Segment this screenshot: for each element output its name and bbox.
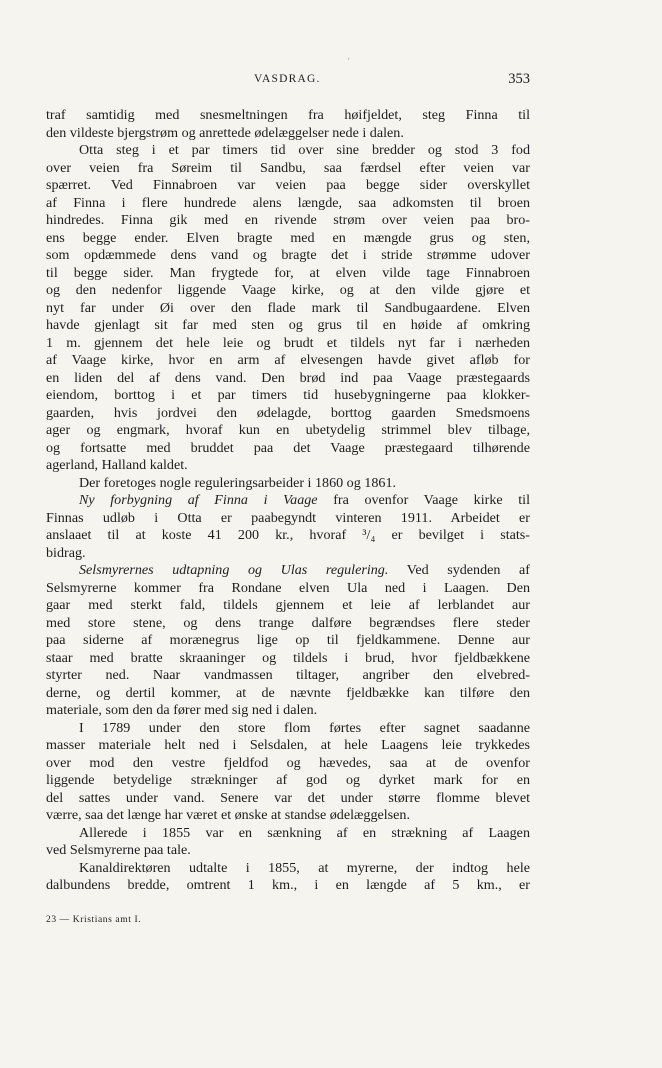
text-line: som opdæmmede dens vand og bragte det i stride strømme udover [46,247,530,263]
text-line: værre, saa det længe har været et ønske at standse ødelæggelsen. [46,807,410,823]
section-heading: Selsmyrernes udtapning og Ulas regulering. [79,562,389,578]
text-line: Allerede i 1855 var en sænkning af en strækning af Laagen [79,824,530,841]
running-head: VASDRAG. [254,73,321,85]
text-line: havde gjenlagt sit far med sten og grus til en høide af omkring [46,317,530,333]
text-line: paa siderne af morænegrus lige op til fjeldkammene. Denne aur [46,632,530,648]
text-fragment: fra ovenfor Vaage kirke til [333,492,530,508]
text-line: traf samtidig med snesmeltningen fra høifjeldet, steg Finna til [46,107,530,123]
text-line: ager og engmark, hvoraf kun en ubetydelig strimmel blev tilbage, [46,422,530,438]
text-line: med store stene, og dens trange dalføre begrændses flere steder [46,614,530,631]
text-line: bidrag. [46,544,86,561]
text-line: Otta steg i et par timers tid over sine bredder og stod 3 fod [79,142,530,158]
text-fragment: Ved sydenden af [406,562,530,578]
text-line: den vildeste bjergstrøm og anrettede ødelæggelser nede i dalen. [46,124,404,141]
text-line: Selsmyrerne kommer fra Rondane elven Ula ned i Laagen. Den [46,579,530,596]
text-line: I 1789 under den store flom førtes efter sagnet saadanne [79,719,530,736]
text-line: liggende betydelige strækninger af god og dyrket mark for en [46,772,530,788]
text-line: til begge sider. Man frygtede for, at elven vilde tage Finnabroen [46,264,530,281]
text-line: og fortsatte med bruddet paa det Vaage præstegaard tilhørende [46,439,530,456]
text-line: gaar med sterkt fald, tildels gjennem et leie af lerblandet aur [46,597,530,613]
page-number: 353 [508,71,530,87]
text-line: styrter ned. Naar vandmassen tiltager, angriber den elvebred- [46,667,530,683]
text-line: af Finna i flere hundrede alens længde, saa adkomsten til broen [46,194,530,211]
scan-mark: ʹ [348,56,350,66]
text-line: dalbundens bredde, omtrent 1 km., i en længde af 5 km., er [46,877,530,893]
text-line: hindredes. Finna gik med en rivende strøm over veien paa bro- [46,212,530,228]
text-line: anslaaet til at koste 41 200 kr., hvoraf ³/₄ er bevilget i stats- [46,527,530,543]
text-line: gaarden, hvis jordvei den ødelagde, borttog gaarden Smedsmoens [46,404,530,421]
text-line: over veien fra Søreim til Sandbu, saa færdsel efter veien var [46,159,530,176]
text-line [46,492,530,510]
text-line: ved Selsmyrerne paa tale. [46,842,191,858]
text-line: 1 m. gjennem det hele leie og brudt et tildels nyt far i nærheden [46,334,530,351]
section-heading: Ny forbygning af Finna i Vaage [79,492,318,508]
text-line: Kanaldirektøren udtalte i 1855, at myrerne, der indtog hele [79,859,530,876]
text-line [46,562,530,580]
text-line: nyt far under Øi over den flade mark til Sandbugaardene. Elven [46,299,530,316]
book-page [46,0,530,1068]
body-text [46,107,530,895]
text-line: over mod den vestre fjeldfod og hævedes, saa at de ovenfor [46,754,530,771]
page-header [46,73,530,91]
text-line: eiendom, borttog i et par timers tid husebygningerne paa klokker- [46,387,530,403]
text-line: staar med bratte skraaninger og tildels i brud, hvor fjeldbækkene [46,649,530,666]
text-line: del sattes under vand. Senere var det under større flomme blevet [46,789,530,806]
text-line: spærret. Ved Finnabroen var veien paa begge sider overskyllet [46,177,530,193]
text-line: af Vaage kirke, hvor en arm af elvesengen havde givet afløb for [46,352,530,368]
text-line: en liden del af dens vand. Den brød ind paa Vaage præstegaards [46,369,530,386]
text-line: ens begge ender. Elven bragte med en mængde grus og sten, [46,229,530,246]
printer-signature: 23 — Kristians amt I. [46,915,142,925]
text-line: materiale, som den da fører med sig ned i dalen. [46,702,318,718]
text-line: masser materiale helt ned i Selsdalen, at hele Laagens leie trykkedes [46,737,530,753]
text-line: derne, og dertil kommer, at de nævnte fjeldbække kan tilføre den [46,684,530,701]
text-line: Finnas udløb i Otta er paabegyndt vinteren 1911. Arbeidet er [46,509,530,526]
text-line: agerland, Halland kaldet. [46,457,188,473]
text-line: og den nedenfor liggende Vaage kirke, og at den vilde gjøre et [46,282,530,298]
text-line: Der foretoges nogle reguleringsarbeider i 1860 og 1861. [79,474,397,491]
